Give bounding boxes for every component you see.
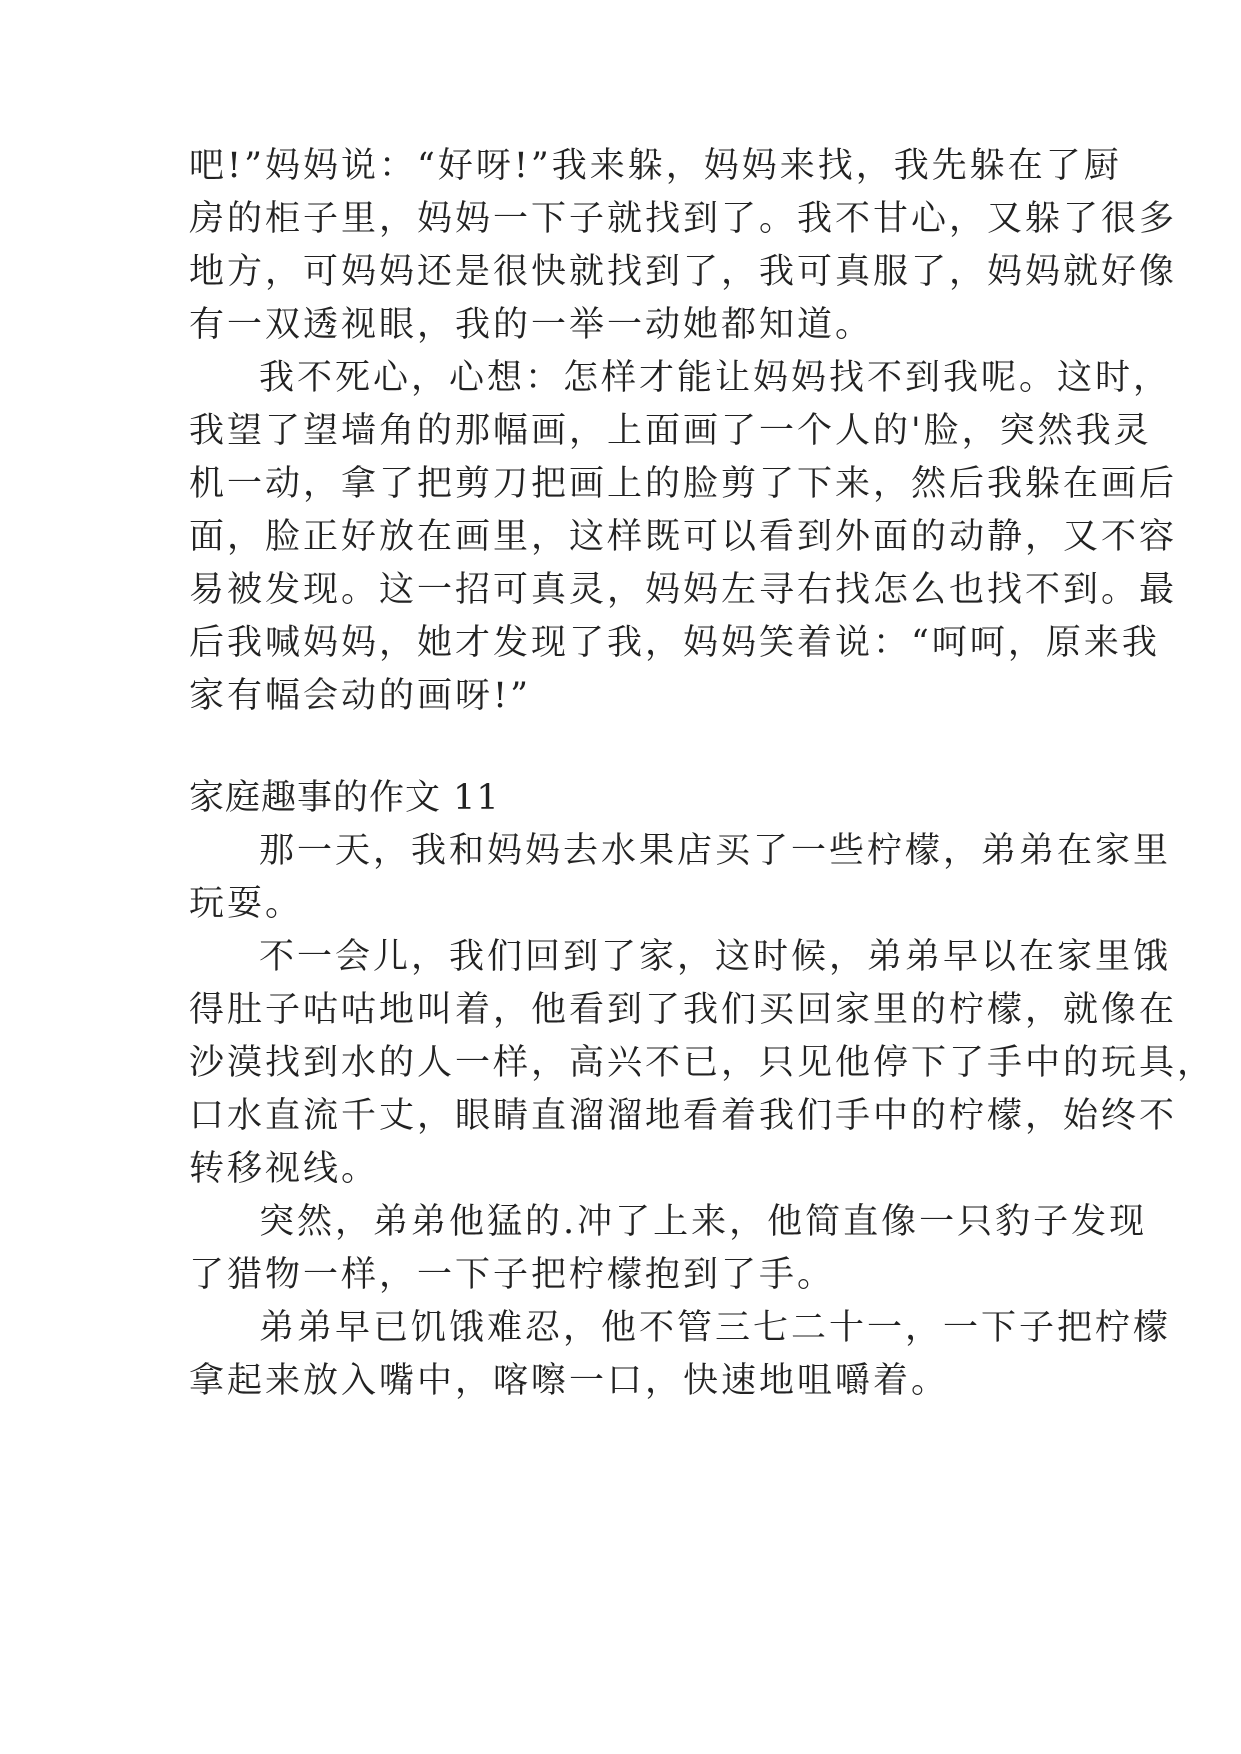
paragraph-first-line: 弟弟早已饥饿难忍，他不管三七二十一，一下子把柠檬 [259, 1308, 1172, 1348]
text-line: 拿起来放入嘴中，喀嚓一口，快速地咀嚼着。 [189, 1361, 950, 1401]
text-line: 了猎物一样，一下子把柠檬抱到了手。 [189, 1255, 836, 1295]
text-line: 地方，可妈妈还是很快就找到了，我可真服了，妈妈就好像 [189, 252, 1178, 292]
paragraph-first-line: 不一会儿，我们回到了家，这时候，弟弟早以在家里饿 [259, 937, 1172, 977]
text-line: 沙漠找到水的人一样，高兴不已，只见他停下了手中的玩具， [189, 1043, 1216, 1083]
section-heading: 家庭趣事的作文 11 [189, 778, 500, 818]
text-line: 家有幅会动的画呀!” [189, 676, 531, 716]
paragraph-first-line: 突然，弟弟他猛的.冲了上来，他简直像一只豹子发现 [259, 1202, 1148, 1242]
text-line: 面，脸正好放在画里，这样既可以看到外面的动静，又不容 [189, 517, 1178, 557]
text-line: 转移视线。 [189, 1149, 380, 1189]
text-line: 我望了望墙角的那幅画，上面画了一个人的'脸，突然我灵 [189, 411, 1152, 451]
paragraph-first-line: 那一天，我和妈妈去水果店买了一些柠檬，弟弟在家里 [259, 831, 1172, 871]
text-line: 有一双透视眼，我的一举一动她都知道。 [189, 305, 874, 345]
text-line: 玩耍。 [189, 884, 304, 924]
text-line: 口水直流千丈，眼睛直溜溜地看着我们手中的柠檬，始终不 [189, 1096, 1178, 1136]
paragraph-first-line: 我不死心，心想：怎样才能让妈妈找不到我呢。这时， [259, 358, 1172, 398]
text-line: 吧!”妈妈说：“好呀!”我来躲，妈妈来找，我先躲在了厨 [189, 146, 1122, 186]
text-line: 房的柜子里，妈妈一下子就找到了。我不甘心，又躲了很多 [189, 199, 1178, 239]
text-line: 得肚子咕咕地叫着，他看到了我们买回家里的柠檬，就像在 [189, 990, 1178, 1030]
text-line: 后我喊妈妈，她才发现了我，妈妈笑着说：“呵呵，原来我 [189, 623, 1160, 663]
text-line: 易被发现。这一招可真灵，妈妈左寻右找怎么也找不到。最 [189, 570, 1178, 610]
text-line: 机一动，拿了把剪刀把画上的脸剪了下来，然后我躲在画后 [189, 464, 1178, 504]
